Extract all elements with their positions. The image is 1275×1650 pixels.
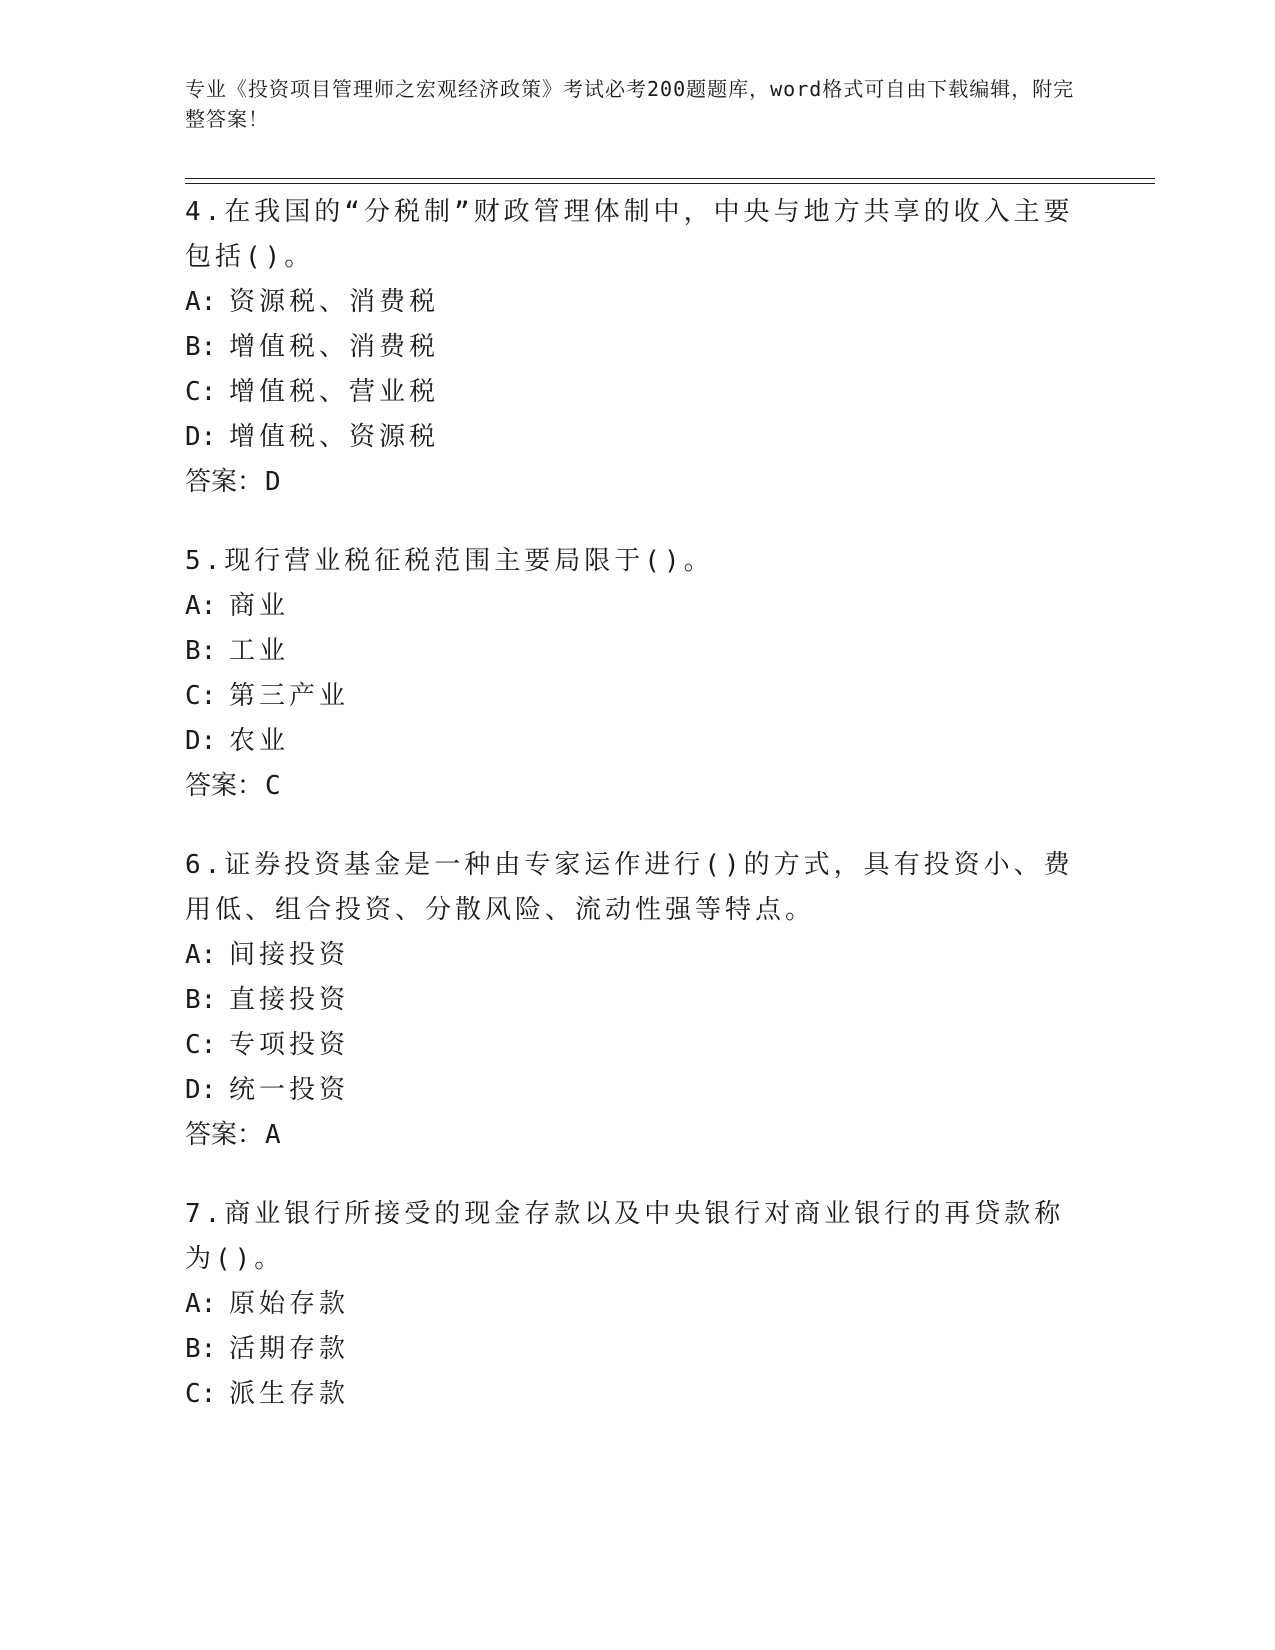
option-letter: B: bbox=[185, 636, 217, 666]
option-letter: C: bbox=[185, 1030, 217, 1060]
answer-value: D bbox=[265, 467, 281, 497]
option-text: 增值税、资源税 bbox=[229, 422, 440, 452]
option-text: 统一投资 bbox=[229, 1075, 350, 1105]
question-item bbox=[185, 190, 1085, 505]
question-option bbox=[185, 978, 1085, 1023]
option-text: 商业 bbox=[229, 591, 290, 621]
question-stem: 5.现行营业税征税范围主要局限于()。 bbox=[185, 546, 714, 576]
option-text: 间接投资 bbox=[229, 940, 350, 970]
option-letter: D: bbox=[185, 422, 217, 452]
answer-label: 答案： bbox=[185, 1120, 264, 1150]
question-option bbox=[185, 1023, 1085, 1068]
question-option bbox=[185, 370, 1085, 415]
question-option bbox=[185, 1372, 1085, 1417]
question-option bbox=[185, 325, 1085, 370]
option-letter: A: bbox=[185, 591, 217, 621]
option-text: 工业 bbox=[229, 636, 290, 666]
question-item bbox=[185, 843, 1085, 1158]
question-option bbox=[185, 629, 1085, 674]
option-text: 农业 bbox=[229, 726, 290, 756]
option-letter: C: bbox=[185, 377, 217, 407]
question-option bbox=[185, 584, 1085, 629]
question-option bbox=[185, 1282, 1085, 1327]
question-stem: 6.证券投资基金是一种由专家运作进行()的方式，具有投资小、费用低、组合投资、分散风险、流动性强等特点。 bbox=[185, 850, 1074, 925]
option-letter: C: bbox=[185, 1379, 217, 1409]
option-text: 增值税、消费税 bbox=[229, 332, 440, 362]
question-option bbox=[185, 415, 1085, 460]
option-text: 派生存款 bbox=[229, 1379, 350, 1409]
question-option bbox=[185, 933, 1085, 978]
question-list bbox=[185, 190, 1085, 1451]
option-text: 专项投资 bbox=[229, 1030, 350, 1060]
question-item bbox=[185, 1192, 1085, 1417]
option-text: 第三产业 bbox=[229, 681, 350, 711]
question-option bbox=[185, 719, 1085, 764]
option-text: 活期存款 bbox=[229, 1334, 350, 1364]
option-letter: D: bbox=[185, 726, 217, 756]
question-answer bbox=[185, 764, 1085, 809]
question-stem: 7.商业银行所接受的现金存款以及中央银行对商业银行的再贷款称为()。 bbox=[185, 1199, 1065, 1274]
option-letter: A: bbox=[185, 1289, 217, 1319]
option-letter: A: bbox=[185, 287, 217, 317]
option-letter: B: bbox=[185, 332, 217, 362]
question-stem: 4.在我国的“分税制”财政管理体制中，中央与地方共享的收入主要包括()。 bbox=[185, 197, 1074, 272]
answer-label: 答案： bbox=[185, 467, 264, 497]
option-letter: B: bbox=[185, 1334, 217, 1364]
option-text: 资源税、消费税 bbox=[229, 287, 440, 317]
option-letter: C: bbox=[185, 681, 217, 711]
option-letter: B: bbox=[185, 985, 217, 1015]
header-divider-top bbox=[185, 178, 1155, 179]
option-text: 增值税、营业税 bbox=[229, 377, 440, 407]
option-letter: D: bbox=[185, 1075, 217, 1105]
header-divider-bottom bbox=[185, 183, 1155, 184]
document-header: 专业《投资项目管理师之宏观经济政策》考试必考200题题库，word格式可自由下载编辑，附完整答案！ bbox=[185, 77, 1075, 131]
question-option bbox=[185, 674, 1085, 719]
answer-value: A bbox=[265, 1120, 281, 1150]
option-text: 原始存款 bbox=[229, 1289, 350, 1319]
question-option bbox=[185, 1327, 1085, 1372]
answer-label: 答案： bbox=[185, 771, 264, 801]
question-option bbox=[185, 1068, 1085, 1113]
question-item bbox=[185, 539, 1085, 809]
option-letter: A: bbox=[185, 940, 217, 970]
question-option bbox=[185, 280, 1085, 325]
answer-value: C bbox=[265, 771, 281, 801]
option-text: 直接投资 bbox=[229, 985, 350, 1015]
question-answer bbox=[185, 1113, 1085, 1158]
question-answer bbox=[185, 460, 1085, 505]
